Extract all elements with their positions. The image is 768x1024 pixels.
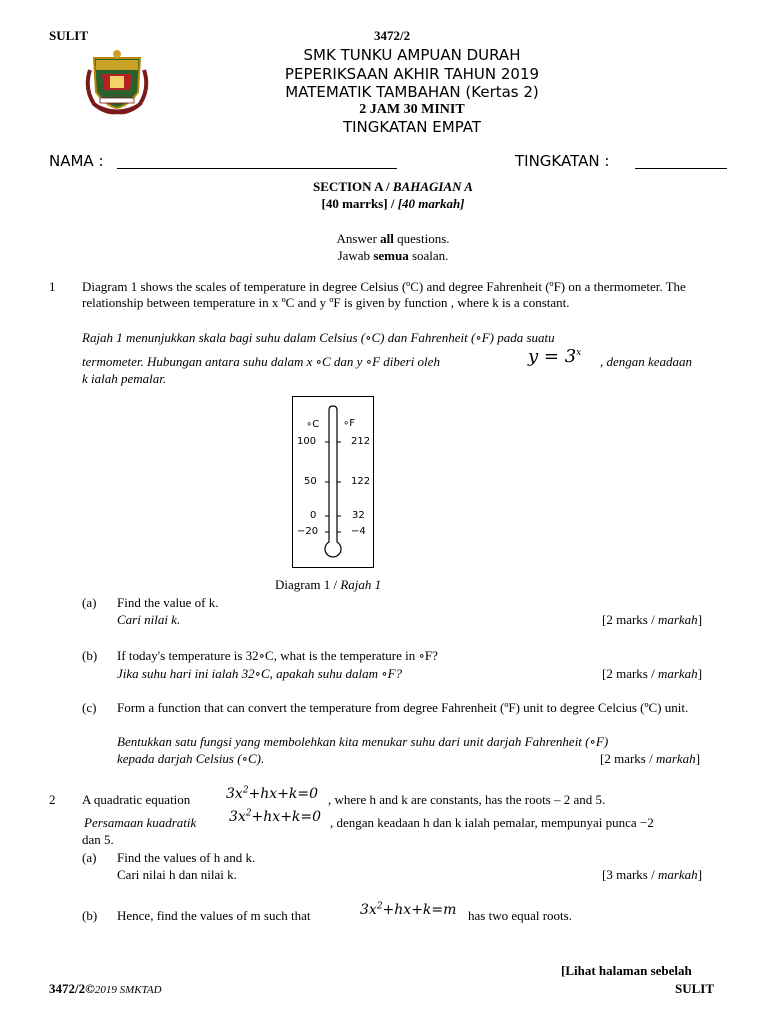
celsius-100: 100 <box>297 436 317 447</box>
fahrenheit-32: 32 <box>352 510 365 521</box>
form-title: TINGKATAN EMPAT <box>342 118 482 136</box>
q1-text-ms-4: k ialah pemalar. <box>82 371 167 386</box>
q1b-label: (b) <box>82 648 98 663</box>
fahrenheit-minus-4: −4 <box>351 526 366 537</box>
fahrenheit-label: ∘F <box>343 418 356 429</box>
section-title: SECTION A / BAHAGIAN A <box>313 179 473 194</box>
q2b-text-en-1: Hence, find the values of m such that <box>117 908 311 923</box>
q2a-text-ms: Cari nilai h dan nilai k. <box>117 867 237 882</box>
fahrenheit-212: 212 <box>351 436 371 447</box>
q2-text-ms-2: , dengan keadaan h dan k ialah pemalar, mempunyai punca −2 <box>330 815 654 830</box>
q1-text-ms-1: Rajah 1 menunjukkan skala bagi suhu dalam Celsius (∘C) dan Fahrenheit (∘F) pada suatu <box>82 330 555 345</box>
q1a-text-en: Find the value of k. <box>117 595 219 610</box>
q1b-marks: [2 marks / markah] <box>602 666 703 681</box>
q1a-marks: [2 marks / markah] <box>602 612 703 627</box>
sulit-label: SULIT <box>49 28 89 43</box>
instruction-ms: Jawab semua soalan. <box>337 248 449 263</box>
q1a-label: (a) <box>82 595 97 610</box>
celsius-label: ∘C <box>306 419 320 430</box>
celsius-50: 50 <box>304 476 317 487</box>
q1c-text-ms-2: kepada darjah Celsius (∘C). <box>117 751 265 766</box>
name-field-line[interactable] <box>117 168 397 169</box>
q1-text-en: Diagram 1 shows the scales of temperature in degree Celsius (ºC) and degree Fahrenheit (ºF) on a thermometer. The relationship between temperature in x ºC and y ºF is given by function , where k is a constant. <box>82 279 686 310</box>
celsius-0: 0 <box>310 510 317 521</box>
name-label: NAMA : <box>49 152 104 170</box>
q2b-text-en-2: has two equal roots. <box>468 908 572 923</box>
q1c-text-ms-1: Bentukkan satu fungsi yang membolehkan kita menukar suhu dari unit darjah Fahrenheit (∘F) <box>117 734 609 749</box>
school-name: SMK TUNKU AMPUAN DURAH <box>303 46 521 64</box>
fahrenheit-122: 122 <box>351 476 371 487</box>
q2-equation-1: $3x^2+hx+k=0$ <box>226 785 319 802</box>
q2b-label: (b) <box>82 908 98 923</box>
q1-text-ms-3: , dengan keadaan <box>600 354 693 369</box>
q1b-text-en: If today's temperature is 32∘C, what is the temperature in ∘F? <box>117 648 438 663</box>
celsius-minus-20: −20 <box>297 526 319 537</box>
exam-title: PEPERIKSAAN AKHIR TAHUN 2019 <box>284 65 540 83</box>
q2-number: 2 <box>49 792 56 807</box>
section-marks: [40 marrks] / [40 markah] <box>321 196 465 211</box>
q1-text-ms-2: termometer. Hubungan antara suhu dalam x ∘C dan y ∘F diberi oleh <box>82 354 440 369</box>
q1-number: 1 <box>49 279 56 294</box>
q1c-label: (c) <box>82 700 97 715</box>
q2a-text-en: Find the values of h and k. <box>117 850 256 865</box>
q2a-marks: [3 marks / markah] <box>602 867 703 882</box>
q1b-text-ms: Jika suhu hari ini ialah 32∘C, apakah suhu dalam ∘F? <box>117 666 403 681</box>
class-label: TINGKATAN : <box>515 152 610 170</box>
q2-text-ms-3: dan 5. <box>82 832 114 847</box>
footer-sulit: SULIT <box>675 981 715 996</box>
q1c-text-en: Form a function that can convert the temperature from degree Fahrenheit (ºF) unit to degree Celcius (ºC) unit. <box>117 700 689 715</box>
q2-equation-1-ms: $3x^2+hx+k=0$ <box>229 808 322 825</box>
subject-title: MATEMATIK TAMBAHAN (Kertas 2) <box>285 83 539 101</box>
q2-equation-2: $3x^2+hx+k=m$ <box>360 901 457 918</box>
q1c-marks: [2 marks / markah] <box>600 751 701 766</box>
class-field-line[interactable] <box>635 168 727 169</box>
q2-text-en-2: , where h and k are constants, has the roots – 2 and 5. <box>328 792 606 807</box>
q1-formula: $y = 3^x$ <box>528 346 582 367</box>
q1a-text-ms: Cari nilai k. <box>117 612 181 627</box>
paper-code: 3472/2 <box>374 28 411 43</box>
diagram-caption: Diagram 1 / Rajah 1 <box>275 577 382 592</box>
duration-label: 2 JAM 30 MINIT <box>359 102 465 117</box>
next-page-note: [Lihat halaman sebelah <box>561 963 692 978</box>
q2-text-ms-1: Persamaan kuadratik <box>84 815 197 830</box>
instruction-en: Answer all questions. <box>336 231 450 246</box>
footer-code: 3472/2©2019 SMKTAD <box>49 981 162 996</box>
q2a-label: (a) <box>82 850 97 865</box>
q2-text-en-1: A quadratic equation <box>82 792 191 807</box>
